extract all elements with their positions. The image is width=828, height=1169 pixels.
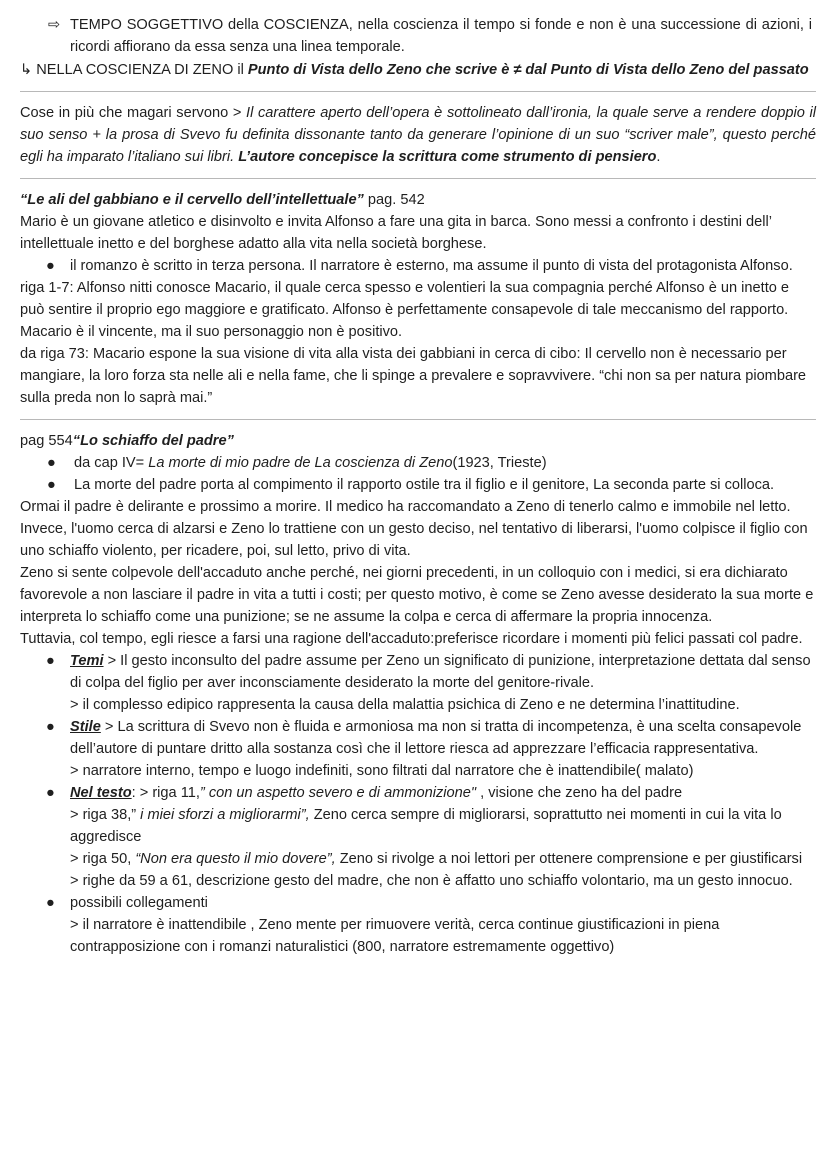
list-item-text: il romanzo è scritto in terza persona. Il narratore è esterno, ma assume il punto di vista del protagonista Alfonso.: [70, 258, 793, 274]
testo-ref: : > riga 11,: [131, 785, 200, 801]
stile-label: Stile: [70, 719, 101, 735]
paragraph: da riga 73: Macario espone la sua visione di vita alla vista dei gabbiani in cerca di cibo: Il cervello non è necessario per mangiare, la loro forza sta nelle ali e nella fame, che li spinge a prevalere e sopravvivere. “chi non sa per natura piombare sulla preda non lo saprà mai.”: [20, 346, 807, 406]
section-title-line: [20, 430, 816, 452]
nel-testo-label: Nel testo: [70, 785, 132, 801]
zeno-pov-line: [20, 59, 816, 81]
right-arrow-icon: ⇨: [48, 17, 61, 33]
testo-note: Zeno cerca sempre di migliorarsi, soprattutto nei momenti in cui la vita lo aggredisce: [70, 807, 782, 845]
divider: [20, 178, 816, 179]
temi-label: Temi: [70, 653, 104, 669]
list-item-nel-testo: [20, 782, 816, 892]
testo-ref: > riga 50,: [70, 851, 136, 867]
list-item-text: (1923, Trieste): [452, 455, 547, 471]
temi-sub: > il complesso edipico rappresenta la causa della malattia psichica di Zeno e ne determina l’inattitudine.: [70, 697, 740, 713]
bullet-list: [20, 452, 816, 496]
tempo-soggettivo-item: [20, 14, 816, 58]
page-ref: pag 554: [20, 433, 73, 449]
testo-quote: “Non era questo il mio dovere”,: [135, 851, 336, 867]
testo-line: > righe da 59 a 61, descrizione gesto del madre, che non è affatto uno schiaffo volontario, ma un gesto innocuo.: [70, 873, 793, 889]
bullet-icon: ●: [46, 895, 55, 911]
hook-arrow-icon: ↳: [20, 62, 33, 78]
section-intro: Mario è un giovane atletico e disinvolto e invita Alfonso a fare una gita in barca. Sono messi a confronto i destini dell’ intellettuale inetto e del borghese adatto alla vita nella società borghese.: [20, 214, 772, 252]
testo-note: Zeno si rivolge a noi lettori per ottenere comprensione e per giustificarsi: [335, 851, 803, 867]
testo-quote: i miei sforzi a migliorarmi”,: [140, 807, 310, 823]
testo-ref: > riga 38,”: [70, 807, 141, 823]
testo-note: , visione che zeno ha del padre: [476, 785, 683, 801]
list-item-collegamenti: [20, 892, 816, 958]
bullet-icon: ●: [46, 653, 55, 669]
work-title: La morte di mio padre de La coscienza di Zeno: [148, 455, 453, 471]
bullet-icon: ●: [47, 455, 56, 471]
paragraph: Ormai il padre è delirante e prossimo a morire. Il medico ha raccomandato a Zeno di tenerlo calmo e immobile nel letto.: [20, 499, 791, 515]
bullet-icon: ●: [47, 477, 56, 493]
bullet-list: [20, 255, 816, 277]
list-item-text: da cap IV=: [74, 455, 149, 471]
extra-lead: Cose in più che magari servono >: [20, 105, 247, 121]
tempo-label: TEMPO SOGGETTIVO della COSCIENZA,: [70, 17, 353, 33]
extra-bold-italic: L’autore concepisce la scrittura come strumento di pensiero: [238, 149, 657, 165]
bullet-icon: ●: [46, 785, 55, 801]
section-schiaffo: [20, 430, 816, 958]
divider: [20, 419, 816, 420]
list-item-text: La morte del padre porta al compimento il rapporto ostile tra il figlio e il genitore, La seconda parte si colloca.: [74, 477, 775, 493]
testo-line: [70, 848, 816, 870]
list-item: [20, 452, 816, 474]
extra-italic: Il carattere aperto dell’opera è sottolineato dall’ironia, la quale serve a rendere doppio il suo senso + la prosa di Svevo fu definita dissonante tanto da generare l’opinione di un suo “scriver male”, questo perché egli ha imparato l’italiano sui libri.: [20, 105, 816, 165]
list-item-temi: [20, 650, 816, 716]
section-title: “Lo schiaffo del padre”: [72, 433, 234, 449]
list-item: [20, 255, 816, 277]
divider: [20, 91, 816, 92]
extra-end: .: [656, 149, 661, 165]
analysis-list: [20, 650, 816, 958]
list-item: [20, 474, 816, 496]
page-ref: pag. 542: [363, 192, 425, 208]
testo-line: [70, 804, 816, 848]
bullet-icon: ●: [46, 719, 55, 735]
zeno-pov-plain: NELLA COSCIENZA DI ZENO il: [36, 62, 248, 78]
bullet-icon: ●: [46, 258, 55, 274]
collegamenti-label: possibili collegamenti: [70, 895, 208, 911]
section-title: “Le ali del gabbiano e il cervello dell’intellettuale”: [20, 192, 364, 208]
section-gabbiano: [20, 189, 816, 409]
paragraph: Tuttavia, col tempo, egli riesce a farsi una ragione dell'accaduto:preferisce ricordare i momenti più felici passati col padre.: [20, 631, 803, 647]
paragraph: riga 1-7: Alfonso nitti conosce Macario, il quale cerca spesso e volentieri la sua compagnia perché Alfonso è un inetto e può sentire il proprio ego maggiore e gratificato. Alfonso è perfettamente consapevole di tale meccanismo del rapporto. Macario è il vincente, ma il suo personaggio non è positivo.: [20, 280, 790, 340]
zeno-pov-emphasis: Punto di Vista dello Zeno che scrive è ≠ dal Punto di Vista dello Zeno del passato: [247, 62, 809, 78]
list-item-stile: [20, 716, 816, 782]
tempo-text: nella coscienza il tempo si fonde e non è una successione di azioni, i ricordi affiorano da essa senza una linea temporale.: [70, 17, 813, 55]
paragraph: Zeno si sente colpevole dell'accaduto anche perché, nei giorni precedenti, in un colloquio con i medici, si era dichiarato favorevole a non lasciare il padre in vita a tutti i costi; per questo motivo, è come se Zeno avesse desiderato la sua morte e interpreta lo schiaffo come una punizione; se ne assume la colpa e cerca di affermare la propria innocenza.: [20, 565, 814, 625]
collegamenti-text: > il narratore è inattendibile , Zeno mente per rimuovere verità, cerca continue giustificazioni in piena contrapposizione con i romanzi naturalistici (800, narratore estremamente oggettivo): [70, 917, 720, 955]
section-title-line: [20, 189, 816, 211]
stile-text: > La scrittura di Svevo non è fluida e armoniosa ma non si tratta di incompetenza, è una scelta consapevole dell’autore di puntare dritto alla sostanza così che il lettore riesca ad apprezzare l’efficacia rappresentativa.: [70, 719, 802, 757]
stile-sub: > narratore interno, tempo e luogo indefiniti, sono filtrati dal narratore che è inattendibile( malato): [70, 763, 694, 779]
testo-quote: ” con un aspetto severo e di ammonizione": [199, 785, 477, 801]
extra-notes: [20, 102, 816, 168]
paragraph: Invece, l'uomo cerca di alzarsi e Zeno lo trattiene con un gesto deciso, nel tentativo di liberarsi, l'uomo colpisce il figlio con uno schiaffo violento, per ricadere, poi, sul letto, privo di vita.: [20, 521, 808, 559]
temi-text: > Il gesto inconsulto del padre assume per Zeno un significato di punizione, interpretazione dettata dal senso di colpa del figlio per aver inconsciamente desiderato la morte del genitore-rivale.: [70, 653, 811, 691]
